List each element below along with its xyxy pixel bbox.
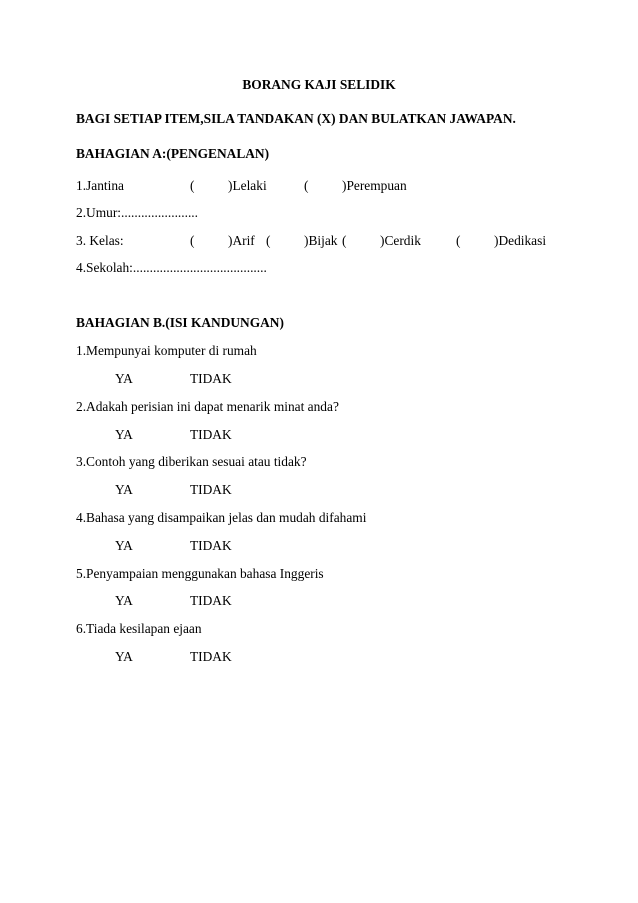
question-1-tidak-option[interactable]: TIDAK [190,371,232,386]
question-6-ya-option[interactable]: YA [115,649,133,664]
question-5-ya-option[interactable]: YA [115,593,133,608]
kelas-label: 3. Kelas: [76,233,124,248]
question-2: 2.Adakah perisian ini dapat menarik minat anda? [76,399,339,414]
question-6: 6.Tiada kesilapan ejaan [76,621,202,636]
question-3: 3.Contoh yang diberikan sesuai atau tidak? [76,454,307,469]
question-4-tidak-option[interactable]: TIDAK [190,538,232,553]
question-2-tidak-option[interactable]: TIDAK [190,427,232,442]
kelas-arif-label: )Arif [228,233,255,248]
section-b-heading: BAHAGIAN B.(ISI KANDUNGAN) [76,315,284,330]
kelas-cerdik-label: )Cerdik [380,233,421,248]
kelas-dedikasi-label: )Dedikasi [494,233,547,248]
umur-field[interactable]: 2.Umur:....................... [76,205,198,220]
kelas-bijak-checkbox[interactable]: ( [266,233,271,248]
jantina-lelaki-checkbox[interactable]: ( [190,178,195,193]
kelas-arif-checkbox[interactable]: ( [190,233,195,248]
instruction-text: BAGI SETIAP ITEM,SILA TANDAKAN (X) DAN BULATKAN JAWAPAN. [76,111,516,126]
form-title: BORANG KAJI SELIDIK [242,77,396,92]
question-6-tidak-option[interactable]: TIDAK [190,649,232,664]
question-2-ya-option[interactable]: YA [115,427,133,442]
question-4-ya-option[interactable]: YA [115,538,133,553]
jantina-label: 1.Jantina [76,178,124,193]
question-4: 4.Bahasa yang disampaikan jelas dan mudah difahami [76,510,367,525]
jantina-perempuan-label: )Perempuan [342,178,407,193]
kelas-bijak-label: )Bijak [304,233,338,248]
question-1-ya-option[interactable]: YA [115,371,133,386]
sekolah-field[interactable]: 4.Sekolah:........................................ [76,260,267,275]
question-5-tidak-option[interactable]: TIDAK [190,593,232,608]
jantina-perempuan-checkbox[interactable]: ( [304,178,309,193]
question-1: 1.Mempunyai komputer di rumah [76,343,257,358]
kelas-dedikasi-checkbox[interactable]: ( [456,233,461,248]
section-a-heading: BAHAGIAN A:(PENGENALAN) [76,146,270,161]
jantina-lelaki-label: )Lelaki [228,178,267,193]
question-3-ya-option[interactable]: YA [115,482,133,497]
kelas-cerdik-checkbox[interactable]: ( [342,233,347,248]
question-3-tidak-option[interactable]: TIDAK [190,482,232,497]
question-5: 5.Penyampaian menggunakan bahasa Inggeris [76,566,324,581]
